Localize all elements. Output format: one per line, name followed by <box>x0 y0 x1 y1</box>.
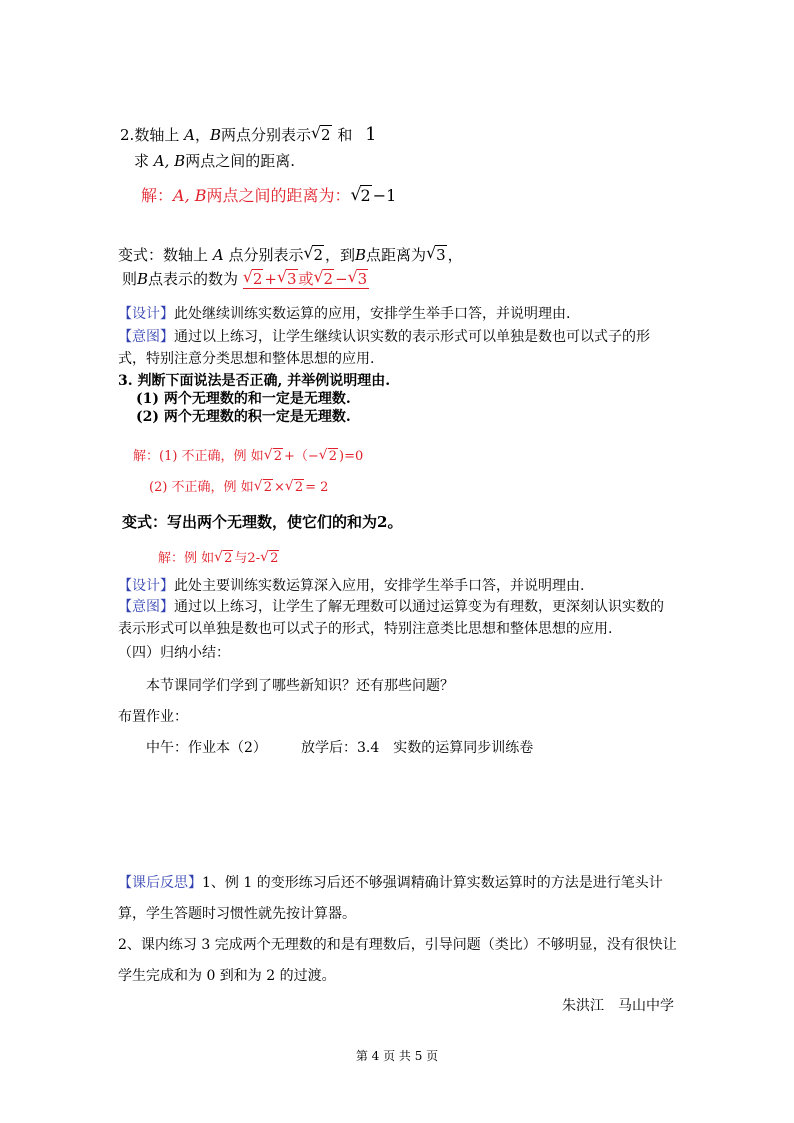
variant1-line1: 变式：数轴上 A 点分别表示√ 2 ，到B点距离为√ 3 ， <box>118 246 463 264</box>
variant2-solution: 解：例 如√ 2 与2-√ 2 <box>158 550 280 568</box>
problem3-item2: (2) 两个无理数的积一定是无理数. <box>136 409 351 425</box>
intent1-line1: 【意图】通过以上练习，让学生继续认识实数的表示形式可以单独是数也可以式子的形 <box>118 329 650 345</box>
reflection-p1-line2: 算，学生答题时习惯性就先按计算器。 <box>118 906 356 922</box>
problem2-line1: 2.数轴上 A，B两点分别表示√ 2 和 1 <box>120 126 377 144</box>
variant2-text: 变式：写出两个无理数，使它们的和为2。 <box>122 513 403 531</box>
design2: 【设计】此处主要训练实数运算深入应用，安排学生举手口答，并说明理由. <box>118 578 585 594</box>
intent1-line2: 式，特别注意分类思想和整体思想的应用. <box>118 351 375 367</box>
problem2-line2: 求 A, B两点之间的距离. <box>134 152 295 170</box>
reflection-p1-line1: 【课后反思】1、例 1 的变形练习后还不够强调精确计算实数运算时的方法是进行笔头计 <box>118 875 663 891</box>
problem3-solution1: 解：(1) 不正确，例 如√ 2 +（−√ 2 )=0 <box>133 448 363 466</box>
homework-heading: 布置作业： <box>118 709 188 725</box>
reflection-p2-line1: 2、课内练习 3 完成两个无理数的和是有理数后，引导问题（类比）不够明显，没有很快让 <box>118 937 677 953</box>
sqrt-2: √ 2 <box>311 126 332 144</box>
homework-noon: 中午：作业本（2） <box>146 740 267 756</box>
summary-heading: （四）归纳小结： <box>118 645 230 661</box>
variant1-answer: √ 2 +√ 3 或√ 2 −√ 3 <box>243 270 369 289</box>
page-footer: 第 4 页 共 5 页 <box>355 1049 439 1063</box>
problem2-solution: 解：A, B两点之间的距离为：√ 2 −1 <box>141 186 396 206</box>
problem3-item1: (1) 两个无理数的和一定是无理数. <box>136 391 351 407</box>
problem3-title: 3. 判断下面说法是否正确, 并举例说明理由. <box>118 373 391 389</box>
sqrt-2: √ 2 <box>303 246 324 264</box>
design1: 【设计】此处继续训练实数运算的应用，安排学生举手口答，并说明理由. <box>118 306 571 322</box>
author: 朱洪江 马山中学 <box>562 998 674 1014</box>
intent2-line1: 【意图】通过以上练习，让学生了解无理数可以通过运算变为有理数，更深刻认识实数的 <box>118 599 664 615</box>
sqrt-2: √ 2 <box>351 186 372 206</box>
homework-after-school: 放学后：3.4 实数的运算同步训练卷 <box>301 740 534 756</box>
reflection-p2-line2: 学生完成和为 0 到和为 2 的过渡。 <box>118 968 336 984</box>
sqrt-3: √ 3 <box>426 246 447 264</box>
problem3-solution2: (2) 不正确，例 如√ 2 ×√ 2 = 2 <box>149 479 328 497</box>
summary-question: 本节课同学们学到了哪些新知识？还有那些问题？ <box>146 678 454 694</box>
intent2-line2: 表示形式可以单独是数也可以式子的形式，特别注意类比思想和整体思想的应用. <box>118 621 613 637</box>
variant1-line2: 则B点表示的数为 √ 2 +√ 3 或√ 2 −√ 3 <box>122 270 369 288</box>
